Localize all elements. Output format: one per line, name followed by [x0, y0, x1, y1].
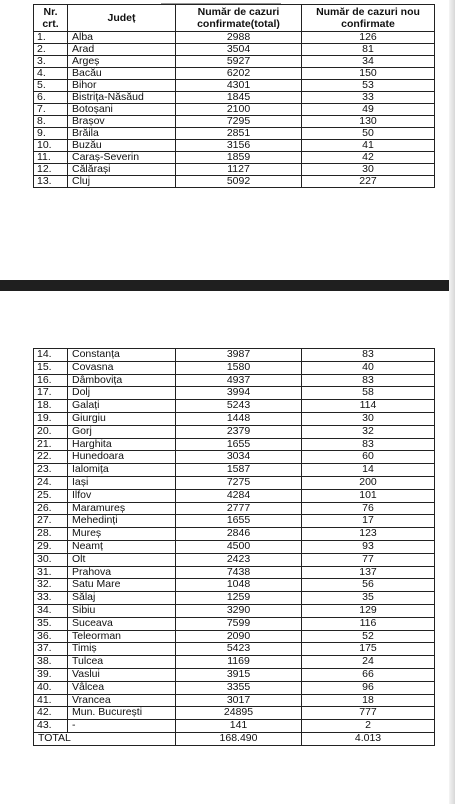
- row-number: 36.: [34, 630, 68, 643]
- cases-new: 53: [302, 80, 435, 92]
- cases-total: 1859: [176, 152, 302, 164]
- cases-total: 5927: [176, 56, 302, 68]
- county-name: Maramureș: [68, 502, 176, 515]
- table-row: [34, 553, 435, 566]
- table-body-bottom: [34, 349, 435, 733]
- county-name: Ilfov: [68, 489, 176, 502]
- row-number: 27.: [34, 515, 68, 528]
- county-name: Neamț: [68, 540, 176, 553]
- table-row: [34, 630, 435, 643]
- row-number: 4.: [34, 68, 68, 80]
- cases-new: 60: [302, 451, 435, 464]
- table-row: [34, 374, 435, 387]
- row-number: 17.: [34, 387, 68, 400]
- cases-table-top: [33, 4, 435, 188]
- cases-total: 5092: [176, 176, 302, 188]
- table-row: [34, 604, 435, 617]
- table-body-top: [34, 32, 435, 188]
- cases-total: 3355: [176, 681, 302, 694]
- row-number: 30.: [34, 553, 68, 566]
- cases-new: 175: [302, 643, 435, 656]
- cases-total: 3156: [176, 140, 302, 152]
- county-name: Bacău: [68, 68, 176, 80]
- county-name: Argeș: [68, 56, 176, 68]
- cases-total: 1580: [176, 361, 302, 374]
- cases-total: 1448: [176, 412, 302, 425]
- cases-new: 52: [302, 630, 435, 643]
- table-row: [34, 140, 435, 152]
- county-name: Dolj: [68, 387, 176, 400]
- cases-total: 4284: [176, 489, 302, 502]
- cases-new: 114: [302, 400, 435, 413]
- cases-new: 30: [302, 164, 435, 176]
- row-number: 13.: [34, 176, 68, 188]
- cases-new: 126: [302, 32, 435, 44]
- table-row: [34, 540, 435, 553]
- cases-total: 24895: [176, 707, 302, 720]
- cases-new: 130: [302, 116, 435, 128]
- table-row: [34, 400, 435, 413]
- row-number: 3.: [34, 56, 68, 68]
- cases-new: 2: [302, 720, 435, 733]
- cases-new: 76: [302, 502, 435, 515]
- cases-total: 4301: [176, 80, 302, 92]
- table-header-row: [34, 5, 435, 32]
- cases-new: 83: [302, 374, 435, 387]
- cases-new: 77: [302, 553, 435, 566]
- row-number: 39.: [34, 668, 68, 681]
- cases-total: 4500: [176, 540, 302, 553]
- total-new: 4.013: [302, 732, 435, 745]
- cases-total: 2379: [176, 425, 302, 438]
- row-number: 42.: [34, 707, 68, 720]
- county-name: Giurgiu: [68, 412, 176, 425]
- cases-new: 33: [302, 92, 435, 104]
- row-number: 9.: [34, 128, 68, 140]
- row-number: 8.: [34, 116, 68, 128]
- cases-total: 7438: [176, 566, 302, 579]
- table-row: [34, 44, 435, 56]
- cases-total: 141: [176, 720, 302, 733]
- cases-new: 137: [302, 566, 435, 579]
- row-number: 23.: [34, 464, 68, 477]
- cases-total: 5243: [176, 400, 302, 413]
- cases-total: 2100: [176, 104, 302, 116]
- cases-new: 66: [302, 668, 435, 681]
- cases-new: 83: [302, 438, 435, 451]
- cases-total: 3915: [176, 668, 302, 681]
- county-name: Cluj: [68, 176, 176, 188]
- cases-new: 123: [302, 528, 435, 541]
- cases-total: 2423: [176, 553, 302, 566]
- cases-total: 3017: [176, 694, 302, 707]
- table-row: [34, 80, 435, 92]
- cases-total: 6202: [176, 68, 302, 80]
- cases-new: 41: [302, 140, 435, 152]
- cases-new: 56: [302, 579, 435, 592]
- table-row: [34, 668, 435, 681]
- cases-new: 227: [302, 176, 435, 188]
- cases-new: 777: [302, 707, 435, 720]
- county-name: Timiș: [68, 643, 176, 656]
- county-name: Tulcea: [68, 656, 176, 669]
- cases-total: 1048: [176, 579, 302, 592]
- row-number: 21.: [34, 438, 68, 451]
- county-name: Mureș: [68, 528, 176, 541]
- total-confirmed: 168.490: [176, 732, 302, 745]
- table-row: [34, 579, 435, 592]
- cases-total: 7275: [176, 476, 302, 489]
- county-name: Olt: [68, 553, 176, 566]
- row-number: 2.: [34, 44, 68, 56]
- cases-new: 40: [302, 361, 435, 374]
- table-row: [34, 476, 435, 489]
- cases-new: 49: [302, 104, 435, 116]
- cases-total: 7295: [176, 116, 302, 128]
- county-name: Brașov: [68, 116, 176, 128]
- cases-new: 116: [302, 617, 435, 630]
- county-name: Ialomița: [68, 464, 176, 477]
- county-name: Suceava: [68, 617, 176, 630]
- header-total: Număr de cazuri confirmate(total): [176, 5, 302, 32]
- cases-new: 58: [302, 387, 435, 400]
- cases-total: 4937: [176, 374, 302, 387]
- cases-new: 14: [302, 464, 435, 477]
- county-name: Vâlcea: [68, 681, 176, 694]
- cases-total: 1169: [176, 656, 302, 669]
- cases-new: 50: [302, 128, 435, 140]
- county-name: Hunedoara: [68, 451, 176, 464]
- row-number: 16.: [34, 374, 68, 387]
- row-number: 6.: [34, 92, 68, 104]
- table-row: [34, 451, 435, 464]
- row-number: 43.: [34, 720, 68, 733]
- table-row: [34, 592, 435, 605]
- row-number: 14.: [34, 349, 68, 362]
- row-number: 24.: [34, 476, 68, 489]
- cases-table-bottom: [33, 348, 435, 746]
- cases-total: 5423: [176, 643, 302, 656]
- cases-total: 2090: [176, 630, 302, 643]
- table-row: [34, 425, 435, 438]
- cases-total: 3504: [176, 44, 302, 56]
- cases-new: 101: [302, 489, 435, 502]
- cases-new: 96: [302, 681, 435, 694]
- row-number: 35.: [34, 617, 68, 630]
- row-number: 26.: [34, 502, 68, 515]
- county-name: Vrancea: [68, 694, 176, 707]
- header-new: Număr de cazuri nou confirmate: [302, 5, 435, 32]
- row-number: 29.: [34, 540, 68, 553]
- cases-new: 93: [302, 540, 435, 553]
- table-row: [34, 681, 435, 694]
- row-number: 7.: [34, 104, 68, 116]
- table-row: [34, 116, 435, 128]
- cases-total: 3987: [176, 349, 302, 362]
- cases-total: 2777: [176, 502, 302, 515]
- table-row: [34, 502, 435, 515]
- row-number: 12.: [34, 164, 68, 176]
- county-name: Constanța: [68, 349, 176, 362]
- table-row: [34, 128, 435, 140]
- table-row: [34, 566, 435, 579]
- county-name: -: [68, 720, 176, 733]
- table-row: [34, 387, 435, 400]
- row-number: 19.: [34, 412, 68, 425]
- county-name: Mun. București: [68, 707, 176, 720]
- table-row: [34, 643, 435, 656]
- row-number: 34.: [34, 604, 68, 617]
- county-name: Arad: [68, 44, 176, 56]
- table-row: [34, 349, 435, 362]
- county-name: Sălaj: [68, 592, 176, 605]
- total-row: [34, 732, 435, 745]
- cases-new: 81: [302, 44, 435, 56]
- county-name: Bihor: [68, 80, 176, 92]
- county-name: Teleorman: [68, 630, 176, 643]
- header-judet: Județ: [68, 5, 176, 32]
- total-label: TOTAL: [34, 732, 176, 745]
- county-name: Covasna: [68, 361, 176, 374]
- table-row: [34, 104, 435, 116]
- county-name: Satu Mare: [68, 579, 176, 592]
- cases-total: 7599: [176, 617, 302, 630]
- cases-new: 32: [302, 425, 435, 438]
- cases-total: 3290: [176, 604, 302, 617]
- table-row: [34, 152, 435, 164]
- cases-new: 150: [302, 68, 435, 80]
- table-row: [34, 68, 435, 80]
- county-name: Sibiu: [68, 604, 176, 617]
- table-row: [34, 489, 435, 502]
- cases-new: 34: [302, 56, 435, 68]
- row-number: 33.: [34, 592, 68, 605]
- table-row: [34, 56, 435, 68]
- row-number: 15.: [34, 361, 68, 374]
- cases-new: 24: [302, 656, 435, 669]
- row-number: 25.: [34, 489, 68, 502]
- county-name: Călărași: [68, 164, 176, 176]
- cases-new: 129: [302, 604, 435, 617]
- county-name: Harghita: [68, 438, 176, 451]
- table-row: [34, 92, 435, 104]
- cases-new: 42: [302, 152, 435, 164]
- cases-total: 2988: [176, 32, 302, 44]
- county-name: Vaslui: [68, 668, 176, 681]
- table-row: [34, 32, 435, 44]
- table-row: [34, 412, 435, 425]
- cases-total: 1259: [176, 592, 302, 605]
- table-row: [34, 694, 435, 707]
- county-name: Caraș-Severin: [68, 152, 176, 164]
- page-divider: [0, 280, 455, 291]
- row-number: 18.: [34, 400, 68, 413]
- cases-new: 200: [302, 476, 435, 489]
- county-name: Buzău: [68, 140, 176, 152]
- county-name: Bistrița-Năsăud: [68, 92, 176, 104]
- county-name: Prahova: [68, 566, 176, 579]
- cases-total: 3034: [176, 451, 302, 464]
- cases-total: 2846: [176, 528, 302, 541]
- row-number: 20.: [34, 425, 68, 438]
- cases-total: 3994: [176, 387, 302, 400]
- row-number: 32.: [34, 579, 68, 592]
- row-number: 5.: [34, 80, 68, 92]
- header-nr: Nr. crt.: [34, 5, 68, 32]
- page-edge-shadow: [449, 0, 455, 804]
- cases-new: 17: [302, 515, 435, 528]
- county-name: Mehedinți: [68, 515, 176, 528]
- table-row: [34, 515, 435, 528]
- row-number: 37.: [34, 643, 68, 656]
- row-number: 38.: [34, 656, 68, 669]
- table-row: [34, 361, 435, 374]
- table-row: [34, 720, 435, 733]
- table-row: [34, 464, 435, 477]
- county-name: Iași: [68, 476, 176, 489]
- row-number: 11.: [34, 152, 68, 164]
- cases-new: 83: [302, 349, 435, 362]
- row-number: 10.: [34, 140, 68, 152]
- row-number: 1.: [34, 32, 68, 44]
- county-name: Brăila: [68, 128, 176, 140]
- table-row: [34, 656, 435, 669]
- cases-total: 1845: [176, 92, 302, 104]
- cases-total: 1655: [176, 515, 302, 528]
- table-row: [34, 528, 435, 541]
- county-name: Alba: [68, 32, 176, 44]
- county-name: Galați: [68, 400, 176, 413]
- county-name: Gorj: [68, 425, 176, 438]
- cases-total: 1127: [176, 164, 302, 176]
- row-number: 40.: [34, 681, 68, 694]
- table-row: [34, 176, 435, 188]
- table-row: [34, 707, 435, 720]
- county-name: Botoșani: [68, 104, 176, 116]
- row-number: 41.: [34, 694, 68, 707]
- row-number: 31.: [34, 566, 68, 579]
- cases-total: 2851: [176, 128, 302, 140]
- county-name: Dâmbovița: [68, 374, 176, 387]
- table-row: [34, 617, 435, 630]
- table-row: [34, 438, 435, 451]
- cases-new: 30: [302, 412, 435, 425]
- table-row: [34, 164, 435, 176]
- cases-total: 1587: [176, 464, 302, 477]
- cases-total: 1655: [176, 438, 302, 451]
- row-number: 28.: [34, 528, 68, 541]
- cases-new: 35: [302, 592, 435, 605]
- row-number: 22.: [34, 451, 68, 464]
- cases-new: 18: [302, 694, 435, 707]
